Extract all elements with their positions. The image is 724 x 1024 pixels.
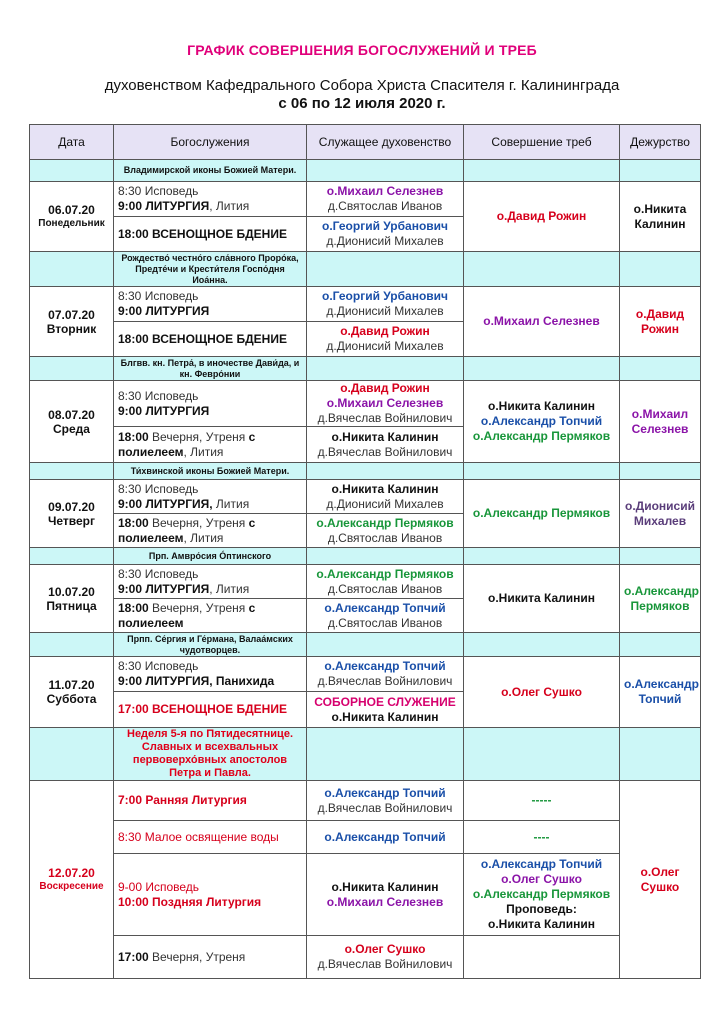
duty-cell: о.Михаил Селезнев	[620, 381, 701, 463]
clergy-cell: о.Георгий Урбанович д.Дионисий Михалев	[307, 287, 464, 322]
service-cell: 18:00 ВСЕНОЩНОЕ БДЕНИЕ	[114, 322, 307, 357]
date-cell: 11.07.20 Суббота	[30, 657, 114, 728]
date-cell: 06.07.20 Понедельник	[30, 182, 114, 252]
duty-cell: о.Давид Рожин	[620, 287, 701, 357]
feast-row	[30, 463, 701, 480]
col-header-services: Богослужения	[114, 125, 307, 160]
treby-cell: ----	[464, 821, 620, 854]
feast-row	[30, 160, 701, 182]
treby-cell: о.Никита Калинин о.Александр Топчий о.Александр Пермяков	[464, 381, 620, 463]
feast-row	[30, 252, 701, 287]
feast-row	[30, 633, 701, 657]
clergy-cell: о.Давид Рожин д.Дионисий Михалев	[307, 322, 464, 357]
treby-cell: о.Олег Сушко	[464, 657, 620, 728]
clergy-cell: о.Михаил Селезнев д.Святослав Иванов	[307, 182, 464, 217]
date-cell: 10.07.20 Пятница	[30, 565, 114, 633]
date-range: с 06 по 12 июля 2020 г.	[278, 95, 446, 112]
service-cell: 9-00 Исповедь 10:00 Поздняя Литургия	[114, 854, 307, 936]
duty-cell: о.Александр Топчий	[620, 657, 701, 728]
table-header-row	[30, 125, 701, 160]
clergy-cell: о.Александр Топчий	[307, 821, 464, 854]
duty-cell: о.Никита Калинин	[620, 182, 701, 252]
treby-cell: о.Михаил Селезнев	[464, 287, 620, 357]
col-header-duty: Дежурство	[620, 125, 701, 160]
date-cell: 12.07.20 Воскресение	[30, 781, 114, 979]
service-cell: 8:30 Исповедь 9:00 ЛИТУРГИЯ, Лития	[114, 480, 307, 514]
feast-name: Рождество́ честно́го сла́вного Проро́ка, Предте́чи и Крести́теля Госпо́дня Иоа́нна.	[114, 252, 307, 287]
treby-cell: -----	[464, 781, 620, 821]
clergy-cell: о.Никита Калинин о.Михаил Селезнев	[307, 854, 464, 936]
service-cell: 7:00 Ранняя Литургия	[114, 781, 307, 821]
feast-row	[30, 357, 701, 381]
date-cell: 07.07.20 Вторник	[30, 287, 114, 357]
schedule-table	[29, 124, 701, 979]
table-row	[30, 565, 701, 599]
feast-name: Неделя 5-я по Пятидесятнице. Славных и всехвальных первоверхо́вных апостолов Петра и Павла.	[114, 728, 307, 781]
col-header-clergy: Служащее духовенство	[307, 125, 464, 160]
clergy-cell: о.Георгий Урбанович д.Дионисий Михалев	[307, 217, 464, 252]
treby-cell: о.Давид Рожин	[464, 182, 620, 252]
feast-name: Прп. Амвро́сия О́птинского	[114, 548, 307, 565]
feast-name: Блгвв. кн. Петра́, в иночестве Дави́да, и кн. Февро́нии	[114, 357, 307, 381]
service-cell: 18:00 ВСЕНОЩНОЕ БДЕНИЕ	[114, 217, 307, 252]
date-cell: 09.07.20 Четверг	[30, 480, 114, 548]
duty-cell: о.Александр Пермяков	[620, 565, 701, 633]
service-cell: 8:30 Малое освящение воды	[114, 821, 307, 854]
service-cell: 8:30 Исповедь 9:00 ЛИТУРГИЯ, Панихида	[114, 657, 307, 692]
clergy-cell: о.Александр Топчий д.Вячеслав Войнилович	[307, 657, 464, 692]
service-cell: 17:00 Вечерня, Утреня	[114, 936, 307, 979]
clergy-cell: о.Никита Калинин д.Вячеслав Войнилович	[307, 427, 464, 463]
treby-cell: о.Александр Топчий о.Олег Сушко о.Александр Пермяков Проповедь: о.Никита Калинин	[464, 854, 620, 936]
service-cell: 18:00 Вечерня, Утреня с полиелеем, Лития	[114, 427, 307, 463]
service-cell: 8:30 Исповедь 9:00 ЛИТУРГИЯ, Лития	[114, 182, 307, 217]
clergy-cell: о.Александр Топчий д.Вячеслав Войнилович	[307, 781, 464, 821]
treby-cell: о.Александр Пермяков	[464, 480, 620, 548]
table-row	[30, 480, 701, 514]
page-title: ГРАФИК СОВЕРШЕНИЯ БОГОСЛУЖЕНИЙ И ТРЕБ	[187, 42, 537, 58]
service-cell: 18:00 Вечерня, Утреня с полиелеем, Лития	[114, 514, 307, 548]
clergy-cell: о.Олег Сушко д.Вячеслав Войнилович	[307, 936, 464, 979]
service-cell: 8:30 Исповедь 9:00 ЛИТУРГИЯ, Лития	[114, 565, 307, 599]
feast-name: Владимирской иконы Божией Матери.	[114, 160, 307, 182]
page-subtitle: духовенством Кафедрального Собора Христа Спасителя г. Калининграда	[104, 77, 620, 94]
feast-name: Ти́хвинской иконы Божией Матери.	[114, 463, 307, 480]
service-cell: 8:30 Исповедь 9:00 ЛИТУРГИЯ	[114, 381, 307, 427]
service-cell: 18:00 Вечерня, Утреня с полиелеем	[114, 599, 307, 633]
table-row	[30, 854, 701, 936]
date-cell: 08.07.20 Среда	[30, 381, 114, 463]
service-cell: 8:30 Исповедь 9:00 ЛИТУРГИЯ	[114, 287, 307, 322]
clergy-cell: о.Александр Пермяков д.Святослав Иванов	[307, 514, 464, 548]
feast-row	[30, 548, 701, 565]
table-row	[30, 182, 701, 217]
table-row	[30, 936, 701, 979]
clergy-cell: СОБОРНОЕ СЛУЖЕНИЕ о.Никита Калинин	[307, 692, 464, 728]
treby-cell: о.Никита Калинин	[464, 565, 620, 633]
table-row	[30, 381, 701, 427]
col-header-date: Дата	[30, 125, 114, 160]
duty-cell: о.Дионисий Михалев	[620, 480, 701, 548]
feast-name: Прпп. Се́ргия и Ге́рмана, Валаа́мских чудотворцев.	[114, 633, 307, 657]
col-header-treby: Совершение треб	[464, 125, 620, 160]
table-row	[30, 781, 701, 821]
table-row	[30, 287, 701, 322]
clergy-cell: о.Давид Рожин о.Михаил Селезнев д.Вячеслав Войнилович	[307, 381, 464, 427]
table-row	[30, 657, 701, 692]
service-cell: 17:00 ВСЕНОЩНОЕ БДЕНИЕ	[114, 692, 307, 728]
clergy-cell: о.Александр Пермяков д.Святослав Иванов	[307, 565, 464, 599]
clergy-cell: о.Никита Калинин д.Дионисий Михалев	[307, 480, 464, 514]
table-row	[30, 821, 701, 854]
duty-cell: о.Олег Сушко	[620, 781, 701, 979]
clergy-cell: о.Александр Топчий д.Святослав Иванов	[307, 599, 464, 633]
feast-row	[30, 728, 701, 781]
